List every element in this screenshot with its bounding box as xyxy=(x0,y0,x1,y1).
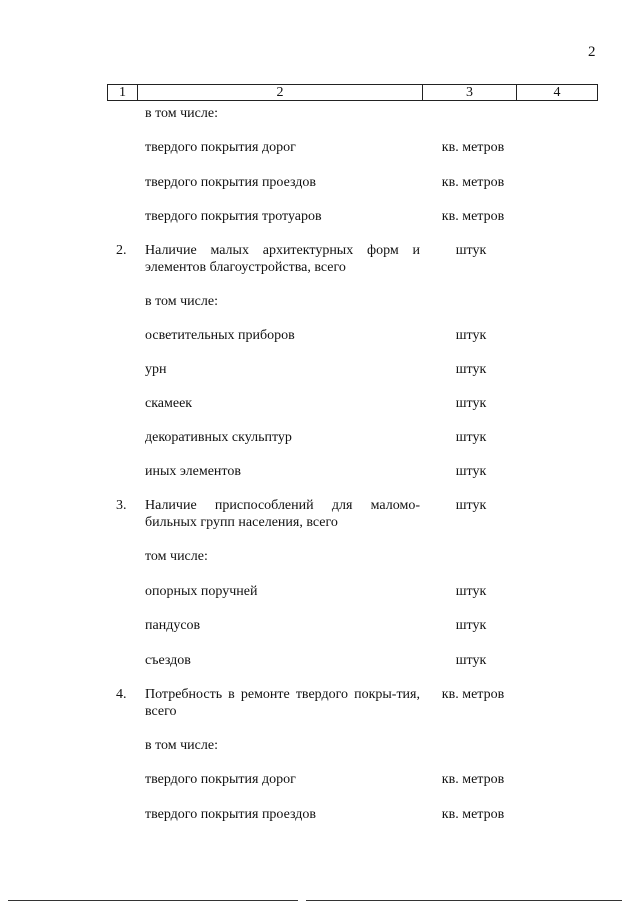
row-text: осветительных приборов xyxy=(145,328,295,343)
row-text: скамеек xyxy=(145,396,193,411)
row-text: Потребность в ремонте твердого покры-тия, всего xyxy=(145,687,420,719)
row-unit: штук xyxy=(455,430,487,445)
row-text: том числе: xyxy=(145,549,208,564)
row-text: урн xyxy=(145,362,167,377)
row-unit: штук xyxy=(455,653,487,668)
row-unit: штук xyxy=(455,362,487,377)
row-text: Наличие малых архитектурных форм и элементов благоустройства, всего xyxy=(145,243,420,275)
row-text: в том числе: xyxy=(145,738,218,753)
footer-rule-left xyxy=(8,900,298,901)
row-unit: штук xyxy=(455,396,487,411)
row-unit: штук xyxy=(455,498,487,513)
row-text: в том числе: xyxy=(145,294,218,309)
footer-rule-right xyxy=(306,900,622,901)
row-text: иных элементов xyxy=(145,464,241,479)
row-text: твердого покрытия проездов xyxy=(145,175,317,190)
row-text: твердого покрытия дорог xyxy=(145,772,296,787)
table-header xyxy=(107,84,598,101)
row-text: съездов xyxy=(145,653,191,668)
row-text: декоративных скульптур xyxy=(145,430,292,445)
row-unit: штук xyxy=(455,243,487,258)
row-text: Наличие приспособлений для маломо-бильных групп населения, всего xyxy=(145,498,420,530)
page-number: 2 xyxy=(588,44,596,60)
header-col-3: 3 xyxy=(423,85,517,100)
row-text: опорных поручней xyxy=(145,584,258,599)
row-unit: кв. метров xyxy=(441,175,505,190)
row-unit: кв. метров xyxy=(441,140,505,155)
row-unit: штук xyxy=(455,618,487,633)
row-unit: штук xyxy=(455,584,487,599)
row-unit: кв. метров xyxy=(441,807,505,822)
row-text: твердого покрытия дорог xyxy=(145,140,296,155)
header-col-4: 4 xyxy=(553,85,561,100)
row-text: пандусов xyxy=(145,618,201,633)
row-text: в том числе: xyxy=(145,106,218,121)
row-unit: кв. метров xyxy=(441,687,505,702)
row-unit: кв. метров xyxy=(441,209,505,224)
header-col-1: 1 xyxy=(108,85,138,100)
row-unit: кв. метров xyxy=(441,772,505,787)
row-number: 2. xyxy=(116,243,127,258)
row-number: 4. xyxy=(116,687,127,702)
row-text: твердого покрытия проездов xyxy=(145,807,317,822)
row-unit: штук xyxy=(455,464,487,479)
row-unit: штук xyxy=(455,328,487,343)
header-col-2: 2 xyxy=(138,85,423,100)
row-text: твердого покрытия тротуаров xyxy=(145,209,322,224)
row-number: 3. xyxy=(116,498,127,513)
